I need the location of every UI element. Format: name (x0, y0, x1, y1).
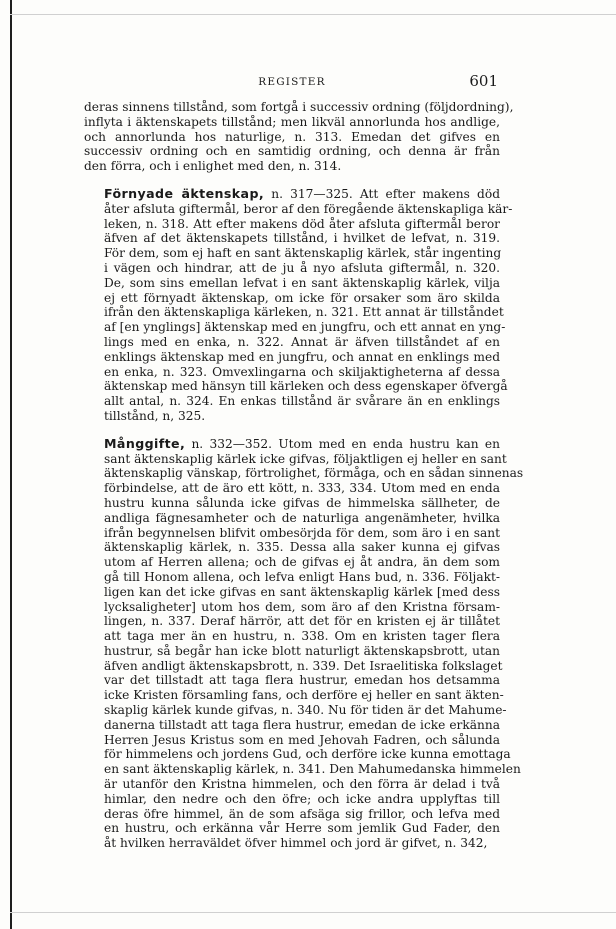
line-text: För dem, som ej haft en sant äktenskaplig kärlek, står ingenting (104, 246, 502, 261)
text-line (84, 365, 500, 380)
line-text: danerna tillstadt att taga flera hustrur, emedan de icke erkänna (104, 717, 500, 732)
line-text: den förra, och i enlighet med den, n. 314. (84, 159, 342, 174)
line-text: deras sinnens tillstånd, som fortgå i successiv ordning (följdordning), (84, 100, 514, 114)
line-text: ligen kan det icke gifvas en sant äktenskaplig kärlek [med dess (104, 584, 500, 599)
text-line (84, 335, 500, 350)
text-line (84, 555, 500, 570)
text-line (84, 100, 514, 115)
line-text: af [en ynglings] äktenskap med en jungfru, och ett annat en yng- (104, 320, 506, 335)
text-line (84, 570, 500, 585)
paragraph (84, 100, 514, 174)
line-text: utom af Herren allena; och de gifvas ej åt andra, än dem som (104, 555, 500, 570)
running-title: REGISTER (258, 76, 326, 88)
text-line (84, 496, 500, 511)
text-line (84, 144, 500, 159)
line-text: äktenskap med hänsyn till kärleken och dess egenskaper öfvergå (104, 379, 508, 394)
text-line (84, 747, 511, 762)
line-text: åt hvilken herraväldet öfver himmel och jord är gifvet, n. 342, (104, 836, 488, 851)
line-text: skaplig kärlek kunde gifvas, n. 340. Nu för tiden är det Mahume- (104, 703, 507, 718)
text-line (84, 585, 500, 600)
binding-edge (10, 0, 12, 929)
line-text: hustrur, så begår han icke blott naturligt äktenskapsbrott, utan (104, 643, 500, 658)
text-line (84, 130, 500, 145)
line-text: för himmelens och jordens Gud, och derföre icke kunna emottaga (104, 747, 511, 762)
line-text: äfven af det äktenskapets tillstånd, i hvilket de lefvat, n. 319. (104, 231, 500, 246)
line-text: en sant äktenskaplig kärlek, n. 341. Den Mahumedanska himmelen (104, 762, 521, 777)
text-line (84, 115, 500, 130)
text-line (84, 807, 500, 822)
line-text: successiv ordning och en samtidig ordning, och denna är från (84, 144, 500, 159)
line-text: andliga fägnesamheter och de naturliga angenämheter, hvilka (104, 510, 500, 525)
text-line (84, 305, 504, 320)
text-line (84, 246, 500, 261)
body-text (84, 100, 524, 851)
line-text: tillstånd, n, 325. (104, 408, 206, 423)
text-line (84, 821, 500, 836)
entry-heading: Förnyade äktenskap, (104, 185, 265, 201)
line-text: leken, n. 318. Att efter makens död åter afsluta giftermål beror (104, 216, 500, 231)
text-line (84, 792, 500, 807)
line-text: en enka, n. 323. Omvexlingarna och skiljaktigheterna af dessa (104, 364, 500, 379)
line-text: hustru kunna sålunda icke gifvas de himmelska sällheter, de (104, 495, 500, 510)
text-line (84, 511, 500, 526)
text-line (84, 836, 500, 851)
line-text: De, som sins emellan lefvat i en sant äktenskaplig kärlek, vilja (104, 275, 500, 290)
text-line (84, 451, 507, 467)
line-text: deras öfre himmel, än de som afsäga sig frillor, och lefva med (104, 806, 500, 821)
text-line (84, 703, 507, 718)
line-text: att taga mer än en hustru, n. 338. Om en kristen tager flera (104, 629, 500, 644)
text-line (84, 466, 524, 481)
entry-heading: Månggifte, (104, 435, 186, 451)
text-line (84, 291, 500, 306)
text-line (84, 600, 500, 615)
text-line (84, 762, 521, 777)
line-text: ifrån den äktenskapliga kärleken, n. 321. Ett annat är tillståndet (104, 305, 504, 320)
page-header (84, 72, 500, 94)
page-number: 601 (469, 72, 498, 90)
text-line (84, 320, 506, 335)
paragraph (84, 435, 524, 851)
top-scan-border (10, 14, 616, 15)
text-line (84, 437, 500, 452)
line-text: enklings äktenskap med en jungfru, och annat en enklings med (104, 349, 500, 364)
text-line (84, 379, 508, 394)
text-line (84, 629, 500, 644)
text-line (84, 261, 500, 276)
line-text: n. 317—325. Att efter makens död (264, 186, 500, 201)
line-text: lycksaligheter] utom hos dem, som äro af den Kristna försam- (104, 599, 500, 614)
text-line (84, 276, 500, 291)
line-text: äktenskaplig vänskap, förtrolighet, förmåga, och en sådan sinnenas (104, 466, 524, 481)
line-text: och annorlunda hos naturlige, n. 313. Emedan det gifves en (84, 129, 500, 144)
text-line (84, 350, 500, 365)
line-text: himlar, den nedre och den öfre; och icke andra upplyftas till (104, 791, 500, 806)
line-text: gå till Honom allena, och lefva enligt Hans bud, n. 336. Följakt- (104, 569, 500, 584)
line-text: icke Kristen församling fans, och derföre ej heller en sant äkten- (104, 688, 504, 703)
line-text: är utanför den Kristna himmelen, och den förra är delad i två (104, 777, 500, 792)
line-text: n. 332—352. Utom med en enda hustru kan en (185, 436, 500, 451)
line-text: var det tillstadt att taga flera hustrur, emedan hos detsamma (104, 673, 500, 688)
text-line (84, 614, 500, 629)
text-line (84, 658, 503, 674)
paragraph (84, 185, 513, 424)
text-line (84, 481, 500, 496)
line-text: sant äktenskaplig kärlek icke gifvas, följaktligen ej heller en sant (104, 451, 507, 466)
text-line (84, 673, 500, 688)
line-text: förbindelse, att de äro ett kött, n. 333, 334. Utom med en enda (104, 481, 500, 496)
text-line (84, 777, 500, 792)
bottom-scan-border (10, 912, 616, 913)
text-line (84, 688, 504, 703)
line-text: inflyta i äktenskapets tillstånd; men likväl annorlunda hos andlige, (84, 114, 500, 129)
text-line (84, 409, 500, 424)
text-line (84, 217, 500, 232)
line-text: i vägen och hindrar, att de ju å nyo afsluta giftermål, n. 320. (104, 260, 500, 275)
text-line (84, 733, 500, 748)
line-text: ej ett förnyadt äktenskap, om icke för orsaker som äro skilda (104, 290, 500, 305)
line-text: lingen, n. 337. Deraf härrör, att det för en kristen ej är tillåtet (104, 614, 500, 629)
text-line (84, 718, 500, 733)
text-line (84, 644, 500, 659)
line-text: en hustru, och erkänna vår Herre som jemlik Gud Fader, den (104, 821, 500, 836)
text-line (84, 526, 500, 541)
text-line (84, 540, 500, 555)
line-text: ifrån begynnelsen blifvit ombesörjda för dem, som äro i en sant (104, 525, 500, 540)
text-line (84, 201, 513, 217)
line-text: Herren Jesus Kristus som en med Jehovah Fadren, och sålunda (104, 732, 500, 747)
text-line (84, 231, 500, 246)
line-text: lings med en enka, n. 322. Annat är äfven tillståndet af en (104, 334, 500, 349)
text-line (84, 394, 500, 409)
line-text: äfven andligt äktenskapsbrott, n. 339. Det Israelitiska folkslaget (104, 658, 503, 673)
line-text: allt antal, n. 324. En enkas tillstånd är svårare än en enklings (104, 394, 500, 409)
text-line (84, 159, 500, 174)
line-text: åter afsluta giftermål, beror af den föregående äktenskapliga kär- (104, 201, 513, 216)
line-text: äktenskaplig kärlek, n. 335. Dessa alla saker kunna ej gifvas (104, 540, 500, 555)
text-line (84, 187, 500, 202)
